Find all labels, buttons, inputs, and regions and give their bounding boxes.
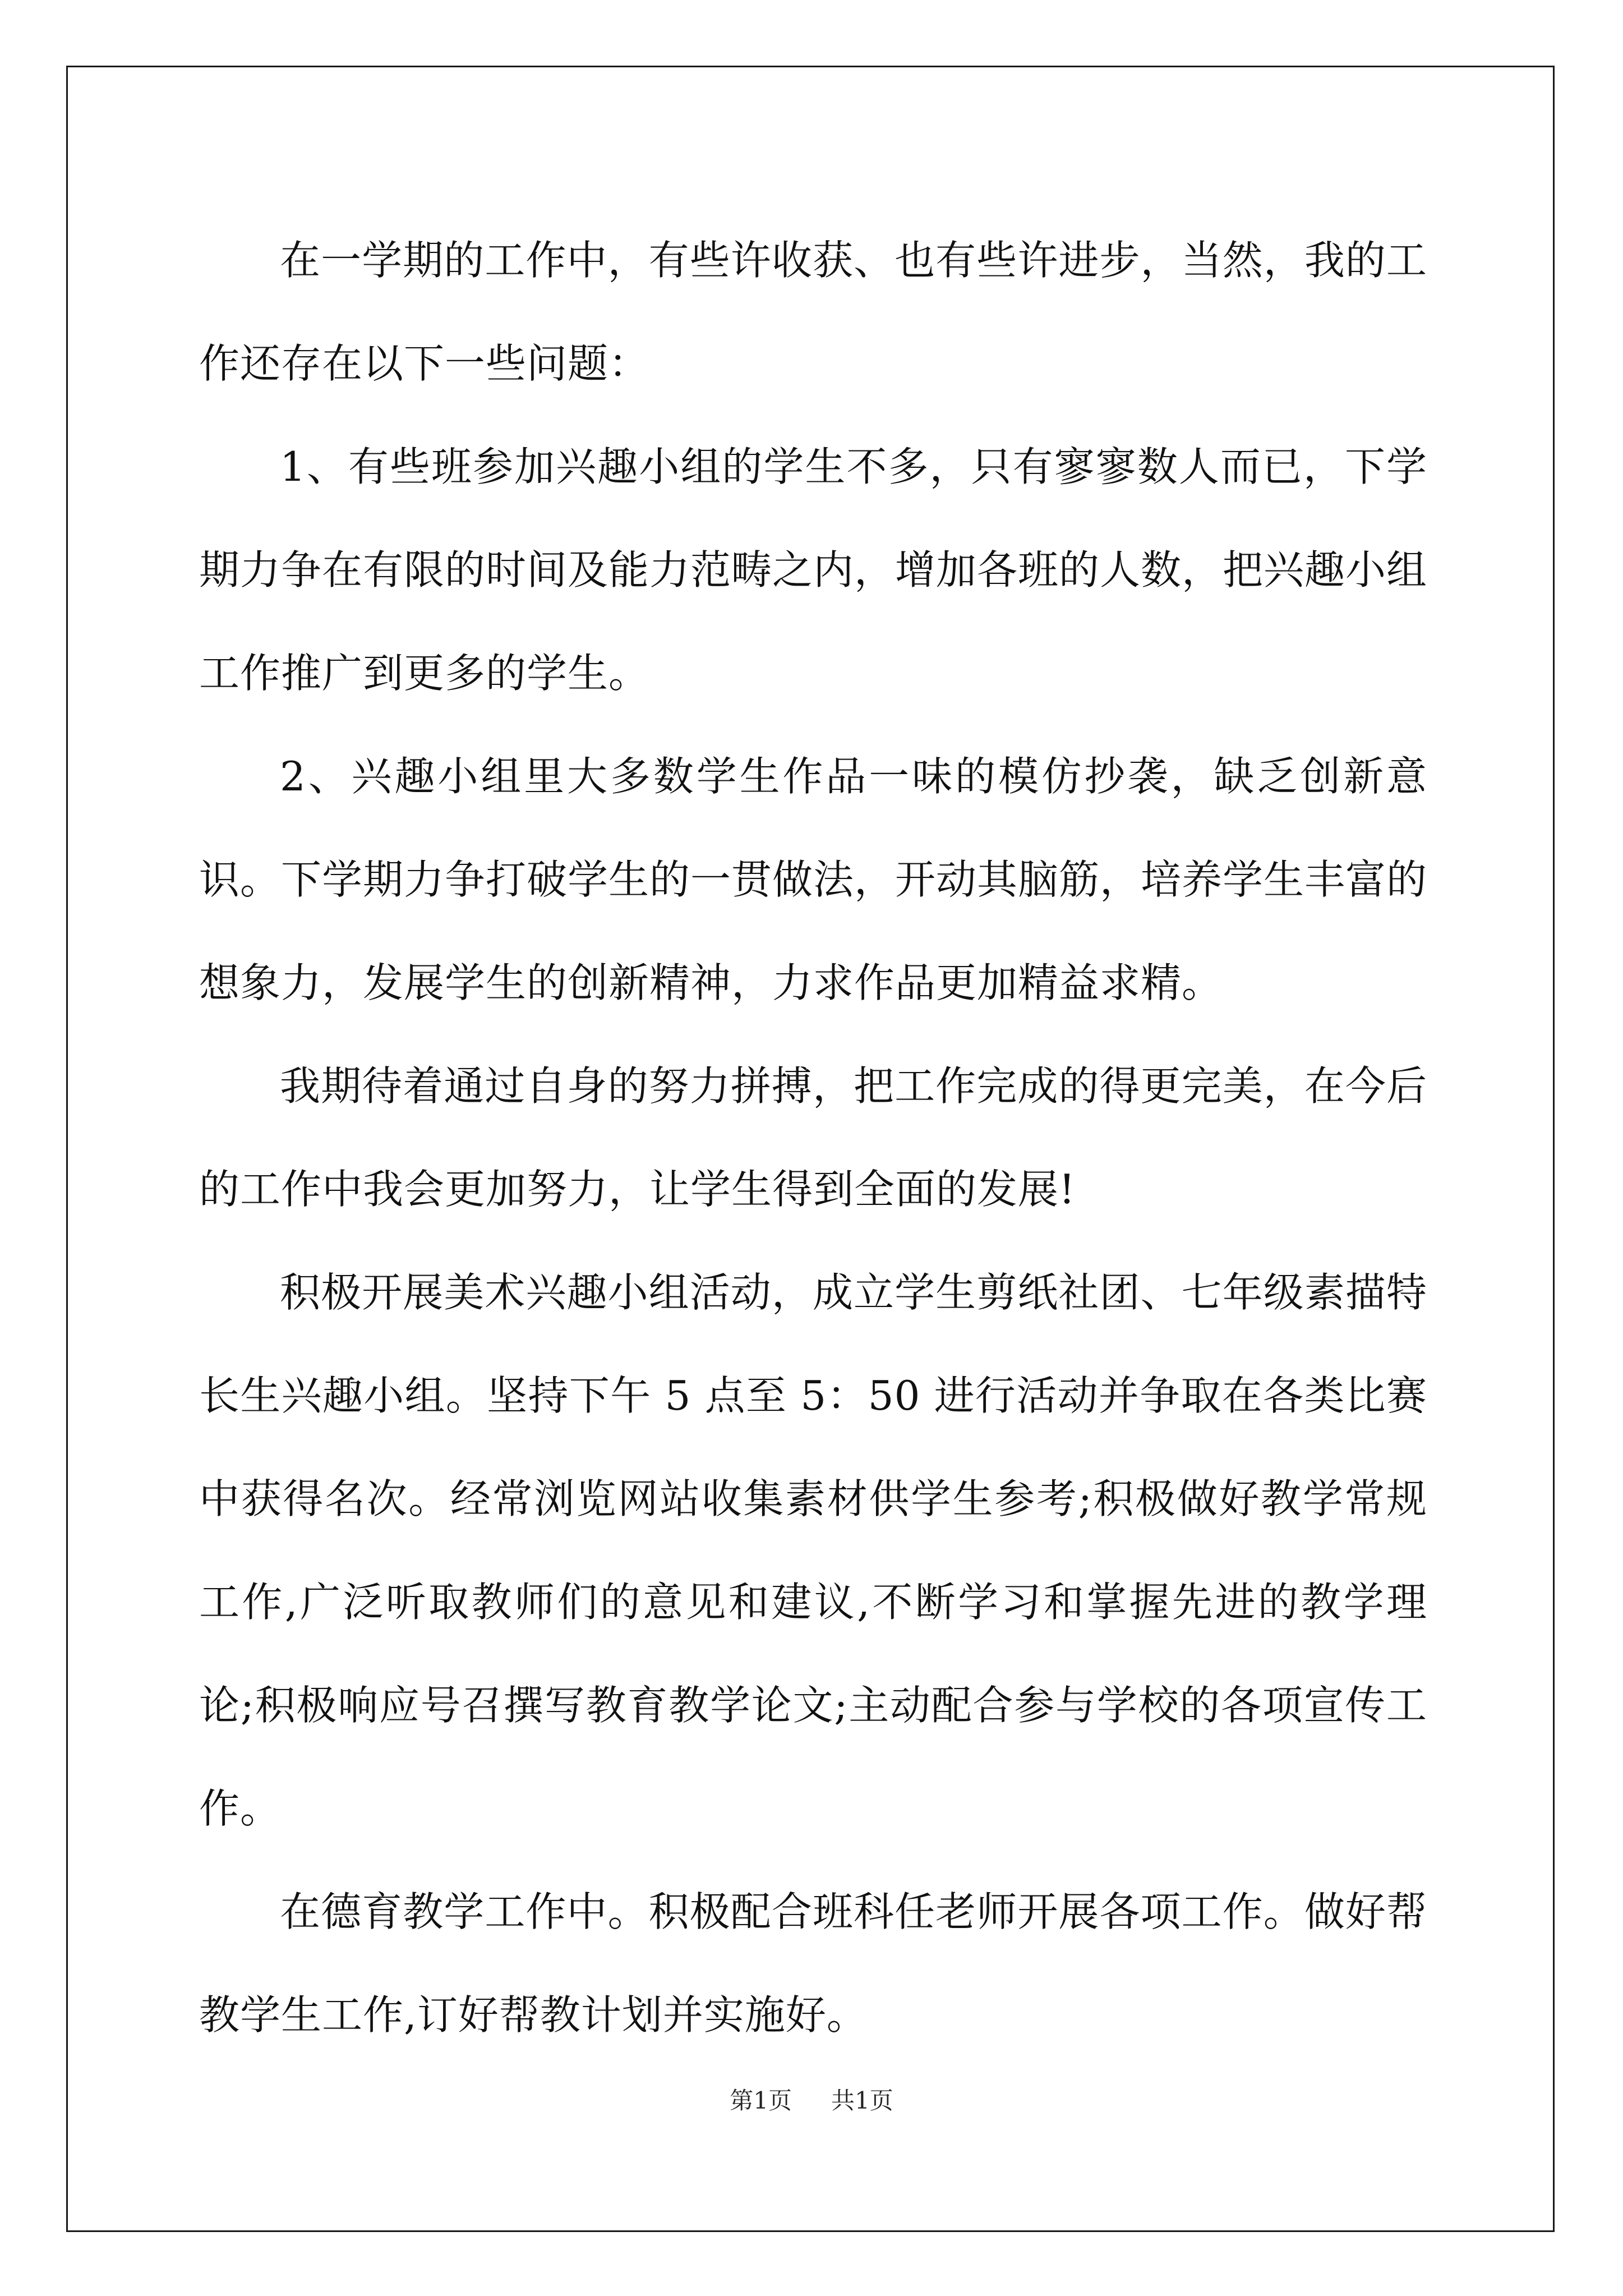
document-body — [199, 209, 1427, 2067]
paragraph-activities: 积极开展美术兴趣小组活动，成立学生剪纸社团、七年级素描特长生兴趣小组。坚持下午 5 点至 5：50 进行活动并争取在各类比赛中获得名次。经常浏览网站收集素材供学生参考;积极做好教学常规工作,广泛听取教师们的意见和建议,不断学习和掌握先进的教学理论;积极响应号召撰写教育教学论文;主动配合参与学校的各项宣传工作。 — [199, 1269, 1427, 1832]
paragraph-issue-1: 1、有些班参加兴趣小组的学生不多，只有寥寥数人而已，下学期力争在有限的时间及能力范畴之内，增加各班的人数，把兴趣小组工作推广到更多的学生。 — [199, 443, 1428, 697]
paragraph-issue-2: 2、兴趣小组里大多数学生作品一味的模仿抄袭，缺乏创新意识。下学期力争打破学生的一贯做法，开动其脑筋，培养学生丰富的想象力，发展学生的创新精神，力求作品更加精益求精。 — [199, 753, 1428, 1006]
paragraph-outlook: 我期待着通过自身的努力拼搏，把工作完成的得更完美，在今后的工作中我会更加努力，让学生得到全面的发展! — [199, 1062, 1427, 1213]
page-total: 共1页 — [831, 2087, 893, 2114]
paragraph-intro: 在一学期的工作中，有些许收获、也有些许进步，当然，我的工作还存在以下一些问题： — [199, 237, 1427, 387]
page-footer — [0, 2082, 1623, 2116]
page-number: 第1页 — [730, 2087, 792, 2114]
paragraph-moral-education: 在德育教学工作中。积极配合班科任老师开展各项工作。做好帮教学生工作,订好帮教计划并实施好。 — [199, 1888, 1427, 2039]
